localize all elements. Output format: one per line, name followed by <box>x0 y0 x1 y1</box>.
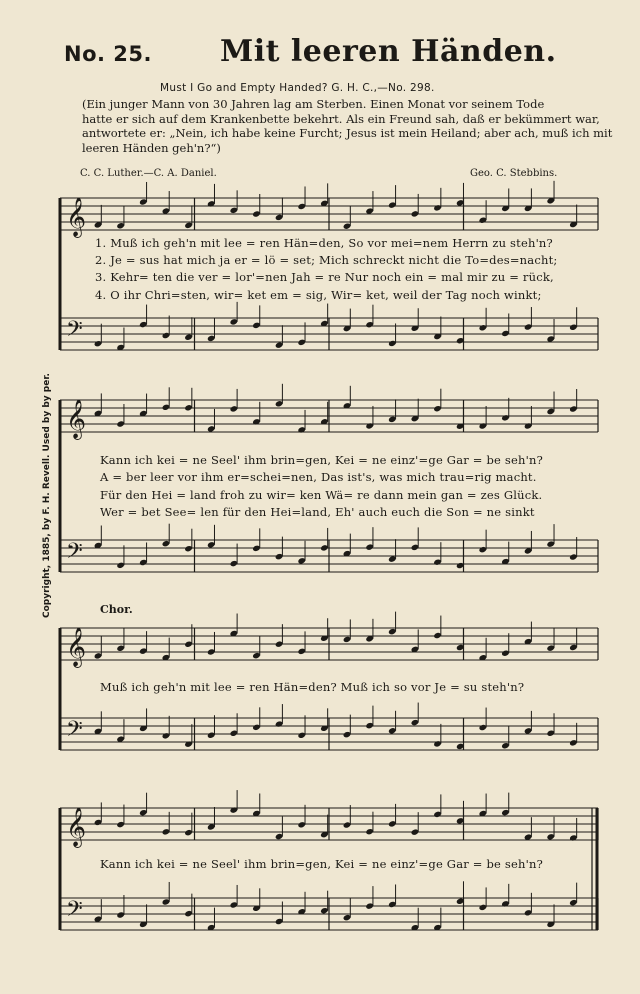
bass-clef-icon: 𝄢 <box>66 539 83 569</box>
bass-clef-icon: 𝄢 <box>66 317 83 347</box>
verse-line: Für den Hei = land froh zu wir= ken Wä= re dann mein gan = zes Glück. <box>100 488 543 502</box>
english-subtitle: Must I Go and Empty Handed? G. H. C.,—No. 298. <box>160 82 435 94</box>
intro-line: leeren Händen geh'n?“) <box>82 140 221 155</box>
bass-clef-icon: 𝄢 <box>66 717 83 747</box>
lyricist-credit: C. C. Luther.—C. A. Daniel. <box>80 168 217 179</box>
hymn-title: Mit leeren Händen. <box>220 34 557 69</box>
verse-line: 4. O ihr Chri=sten, wir= ket em = sig, Wir= ket, weil der Tag noch winkt; <box>95 288 542 302</box>
verse-line: Wer = bet See= len für den Hei=land, Eh' auch euch die Son = ne sinkt <box>100 505 535 519</box>
copyright-note: Copyright, 1885, by F. H. Revell. Used by by per. <box>42 373 52 618</box>
bass-clef-icon: 𝄢 <box>66 897 83 927</box>
verse-line: Kann ich kei = ne Seel' ihm brin=gen, Kei = ne einz'=ge Gar = be seh'n? <box>100 453 543 467</box>
treble-clef-icon: 𝄞 <box>66 197 87 237</box>
chorus-label: Chor. <box>100 603 133 616</box>
verse-line: 2. Je = sus hat mich ja er = lö = set; Mich schreckt nicht die To=des=nacht; <box>95 253 558 267</box>
composer-credit: Geo. C. Stebbins. <box>470 168 558 179</box>
verse-line: 3. Kehr= ten die ver = lor'=nen Jah = re Nur noch ein = mal mir zu = rück, <box>95 270 554 284</box>
hymn-number: No. 25. <box>64 42 152 66</box>
chorus-lyric: Muß ich geh'n mit lee = ren Hän=den? Muß ich so vor Je = su steh'n? <box>100 680 525 694</box>
verse-line: A = ber leer vor ihm er=schei=nen, Das ist's, was mich trau=rig macht. <box>100 470 537 484</box>
intro-line: (Ein junger Mann von 30 Jahren lag am Sterben. Einen Monat vor seinem Tode <box>82 97 545 111</box>
chorus-lyric: Kann ich kei = ne Seel' ihm brin=gen, Kei = ne einz'=ge Gar = be seh'n? <box>100 857 543 871</box>
treble-clef-icon: 𝄞 <box>66 399 87 439</box>
treble-clef-icon: 𝄞 <box>66 627 87 667</box>
verse-line: 1. Muß ich geh'n mit lee = ren Hän=den, So vor mei=nem Herrn zu steh'n? <box>95 236 553 250</box>
intro-line: hatte er sich auf dem Krankenbette bekehrt. Als ein Freund sah, daß er bekümmert war, <box>82 111 600 126</box>
intro-line: antwortete er: „Nein, ich habe keine Furcht; Jesus ist mein Heiland; aber ach, muß ich mit <box>82 126 613 140</box>
treble-clef-icon: 𝄞 <box>66 807 87 847</box>
